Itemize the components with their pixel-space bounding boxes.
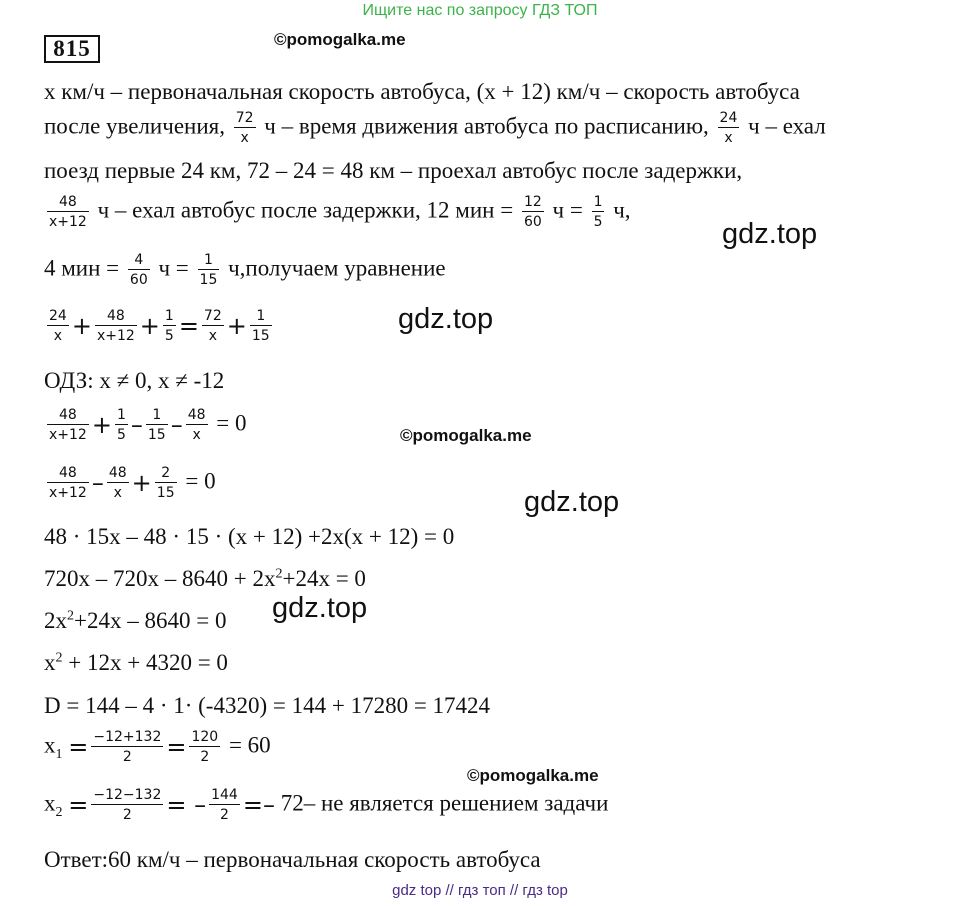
fraction: $\frac{48}{x+12}$	[96, 308, 135, 345]
fraction: $\frac{2}{15}$	[156, 465, 175, 502]
fraction: $\frac{48}{x+12}$	[49, 465, 87, 502]
search-banner: Ищите нас по запросу ГДЗ ТОП	[362, 2, 598, 19]
text: после увеличения,	[44, 113, 225, 139]
text: 4 мин =	[44, 255, 120, 281]
text: ч – ехал	[748, 113, 826, 139]
fraction: $\frac{48}{x+12}$	[49, 407, 87, 444]
fraction: $\frac{1}{5}$	[164, 308, 174, 345]
fraction: $\frac{1}{15}$	[251, 308, 270, 345]
root-x2: $x_2$ = $\frac{-12-132}{2}$ = – $\frac{144}{2}$ =– 72– не является решением задачи	[44, 787, 609, 824]
equation: 48 · 15x – 48 · 15 · (x + 12) +2x(x + 12) = 0	[44, 524, 455, 549]
fraction: $\frac{24}{x}$	[49, 308, 67, 345]
equation: $\frac{48}{x+12}$ + $\frac{1}{5}$ – $\frac{1}{15}$ – $\frac{48}{x}$ = 0	[49, 407, 247, 444]
text: ч =	[158, 255, 189, 281]
text-line	[44, 252, 446, 288]
fraction: $\frac{72}{x}$	[235, 110, 254, 147]
fraction: $\frac{1}{15}$	[147, 407, 166, 444]
watermark-gdz: gdz.top	[272, 592, 368, 624]
fraction: $\frac{1}{5}$	[116, 407, 126, 444]
fraction: $\frac{1}{5}$	[593, 194, 603, 231]
fraction: $\frac{1}{15}$	[199, 252, 218, 289]
problem-number: 815	[44, 35, 100, 63]
fraction: $\frac{48}{x}$	[108, 465, 127, 502]
answer-line: Ответ:60 км/ч – первоначальная скорость автобуса	[44, 847, 541, 872]
watermark-gdz: gdz.top	[524, 486, 620, 518]
fraction: $\frac{48}{x+12}$	[49, 194, 87, 231]
root-x1: $x_1$ = $\frac{-12+132}{2}$ = $\frac{120}{2}$ = 60	[44, 729, 271, 766]
fraction: $\frac{4}{60}$	[129, 252, 148, 289]
text: ч,получаем уравнение	[228, 255, 446, 281]
fraction: $\frac{48}{x}$	[187, 407, 206, 444]
text: ч – время движения автобуса по расписанию,	[264, 113, 709, 139]
text: = 0	[185, 468, 216, 494]
fraction: $\frac{-12-132}{2}$	[93, 787, 162, 824]
text: = 0	[216, 410, 247, 436]
equation: $\frac{48}{x+12}$ – $\frac{48}{x}$ + $\frac{2}{15}$ = 0	[49, 465, 216, 502]
text-line: поезд первые 24 км, 72 – 24 = 48 км – проехал автобус после задержки,	[44, 158, 743, 183]
footer-links: gdz top // гдз топ // гдз top	[392, 882, 568, 899]
text-line	[44, 110, 826, 146]
watermark-pomogalka: ©pomogalka.me	[274, 30, 406, 49]
equation: $2x^2+24x - 8640 = 0$	[44, 608, 227, 633]
text-line	[44, 194, 631, 230]
text-line: x км/ч – первоначальная скорость автобуса, (x + 12) км/ч – скорость автобуса	[44, 79, 800, 104]
watermark-pomogalka: ©pomogalka.me	[467, 766, 599, 785]
text: ч – ехал автобус после задержки, 12 мин =	[97, 197, 514, 223]
fraction: $\frac{120}{2}$	[191, 729, 219, 766]
watermark-gdz: gdz.top	[722, 218, 818, 250]
fraction: $\frac{12}{60}$	[523, 194, 542, 231]
fraction: $\frac{24}{x}$	[719, 110, 738, 147]
fraction: $\frac{72}{x}$	[203, 308, 222, 345]
equation: $720x - 720x - 8640 + 2x^2+24x = 0$	[44, 566, 366, 591]
discriminant-line: D = 144 – 4 · 1· (-4320) = 144 + 17280 = 17424	[44, 693, 491, 718]
watermark-gdz: gdz.top	[398, 303, 494, 335]
fraction: $\frac{144}{2}$	[211, 787, 238, 824]
text: ч =	[552, 197, 583, 223]
equation: $\frac{24}{x}$ + $\frac{48}{x+12}$ + $\frac{1}{5}$ = $\frac{72}{x}$ + $\frac{1}{15}$	[49, 308, 270, 345]
text: ч,	[613, 197, 631, 223]
equation: $x^2 + 12x + 4320 = 0$	[44, 650, 228, 675]
fraction: $\frac{-12+132}{2}$	[93, 729, 162, 766]
odz-line: ОДЗ: x ≠ 0, x ≠ -12	[44, 368, 225, 393]
watermark-pomogalka: ©pomogalka.me	[400, 426, 532, 445]
